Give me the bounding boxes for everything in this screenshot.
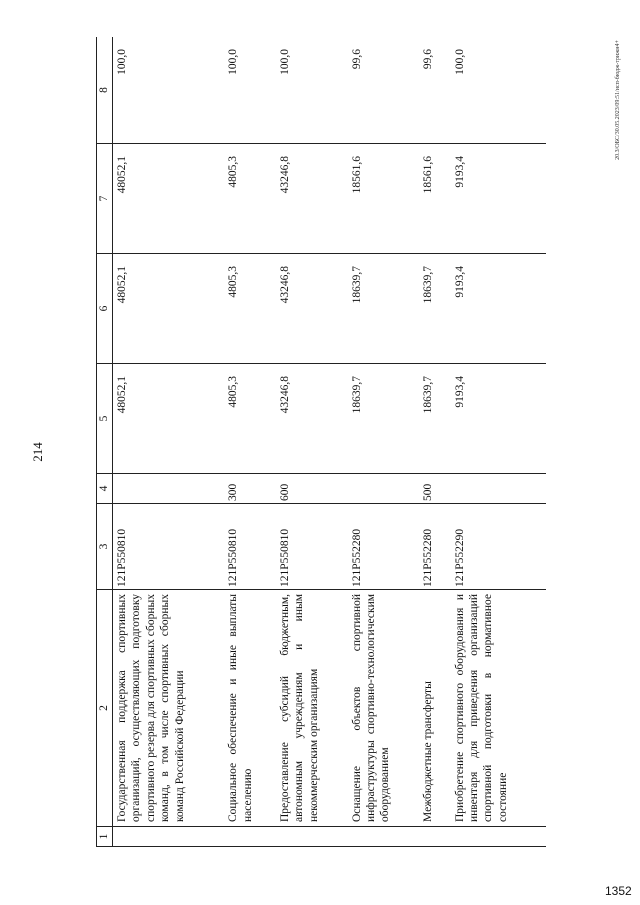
table-cell-name: Государственная поддержка спортивных организаций, осуществляющих подготовку спортивного резерва для спортивных сборных команд, в том числе спортивных сборных команд Российской Федерации bbox=[113, 590, 223, 827]
column-header: 2 bbox=[97, 590, 113, 827]
table-cell-value: 43246,8 bbox=[274, 144, 346, 254]
table-cell-name: Межбюджетные трансферты bbox=[417, 590, 448, 827]
table-cell-percent: 100,0 bbox=[113, 37, 223, 144]
table-header-row bbox=[97, 37, 113, 847]
table-cell-empty bbox=[113, 827, 223, 847]
table-cell-code: 121Р550810 bbox=[113, 504, 223, 590]
table-cell-code: 121Р552280 bbox=[417, 504, 448, 590]
table-cell-value: 18639,7 bbox=[417, 254, 448, 364]
column-header: 4 bbox=[97, 474, 113, 504]
table-cell-code: 121Р552280 bbox=[346, 504, 418, 590]
column-header: 3 bbox=[97, 504, 113, 590]
column-header: 8 bbox=[97, 37, 113, 144]
table-cell-name: Социальное обеспечение и иные выплаты населению bbox=[222, 590, 274, 827]
table-cell-value: 48052,1 bbox=[113, 254, 223, 364]
table-cell-empty bbox=[222, 827, 274, 847]
table-row bbox=[346, 37, 418, 847]
table-cell-value: 9193,4 bbox=[449, 364, 541, 474]
table-cell-code: 121Р552290 bbox=[449, 504, 541, 590]
table-cell-value: 9193,4 bbox=[449, 144, 541, 254]
budget-table-container bbox=[96, 37, 546, 847]
table-cell-empty bbox=[417, 827, 448, 847]
table-cell-value: 48052,1 bbox=[113, 144, 223, 254]
table-cell-value: 43246,8 bbox=[274, 364, 346, 474]
table-cell-value: 43246,8 bbox=[274, 254, 346, 364]
table-cell-value: 18639,7 bbox=[346, 254, 418, 364]
table-cell-percent: 100,0 bbox=[222, 37, 274, 144]
table-cell-value: 18639,7 bbox=[417, 364, 448, 474]
table-cell-percent: 100,0 bbox=[449, 37, 541, 144]
budget-table bbox=[96, 37, 546, 847]
table-cell-percent: 99,6 bbox=[417, 37, 448, 144]
table-cell-value: 18561,6 bbox=[346, 144, 418, 254]
table-cell-empty bbox=[346, 827, 418, 847]
table-cell-vr: 500 bbox=[417, 474, 448, 504]
table-row bbox=[417, 37, 448, 847]
table-cell-vr bbox=[449, 474, 541, 504]
column-header: 6 bbox=[97, 254, 113, 364]
table-cell-empty bbox=[449, 827, 541, 847]
table-row bbox=[274, 37, 346, 847]
table-cell-value: 4805,3 bbox=[222, 254, 274, 364]
column-header: 5 bbox=[97, 364, 113, 474]
column-header: 1 bbox=[97, 827, 113, 847]
table-cell-vr: 300 bbox=[222, 474, 274, 504]
table-cell-vr: 600 bbox=[274, 474, 346, 504]
table-row bbox=[449, 37, 541, 847]
table-cell-value: 48052,1 bbox=[113, 364, 223, 474]
table-cell-value: 4805,3 bbox=[222, 144, 274, 254]
table-cell-empty bbox=[274, 827, 346, 847]
table-cell-value: 18561,6 bbox=[417, 144, 448, 254]
table-cell-value: 18639,7 bbox=[346, 364, 418, 474]
table-row bbox=[113, 37, 223, 847]
table-cell-name: Оснащение объектов спортивной инфраструктуры спортивно-технологическим оборудованием bbox=[346, 590, 418, 827]
table-cell-name: Предоставление субсидий бюджетным, автономным учреждениям и иным некоммерческим организациям bbox=[274, 590, 346, 827]
document-registration-code: 20.3/ОБС/30.05.2023/09:51/исп-бюдж-трижн4+ bbox=[615, 40, 621, 160]
table-cell-code: 121Р550810 bbox=[274, 504, 346, 590]
table-cell-name: Приобретение спортивного оборудования и инвентаря для приведения организаций спортивной подготовки в нормативное состояние bbox=[449, 590, 541, 827]
table-cell-vr bbox=[346, 474, 418, 504]
table-cell-value: 4805,3 bbox=[222, 364, 274, 474]
page-number: 214 bbox=[30, 442, 45, 462]
table-cell-percent: 99,6 bbox=[346, 37, 418, 144]
table-cell-value: 9193,4 bbox=[449, 254, 541, 364]
column-header: 7 bbox=[97, 144, 113, 254]
table-row bbox=[222, 37, 274, 847]
table-filler-row bbox=[540, 37, 546, 847]
table-cell-vr bbox=[113, 474, 223, 504]
sheet-number: 1352 bbox=[605, 884, 632, 898]
table-cell-code: 121Р550810 bbox=[222, 504, 274, 590]
table-cell-percent: 100,0 bbox=[274, 37, 346, 144]
